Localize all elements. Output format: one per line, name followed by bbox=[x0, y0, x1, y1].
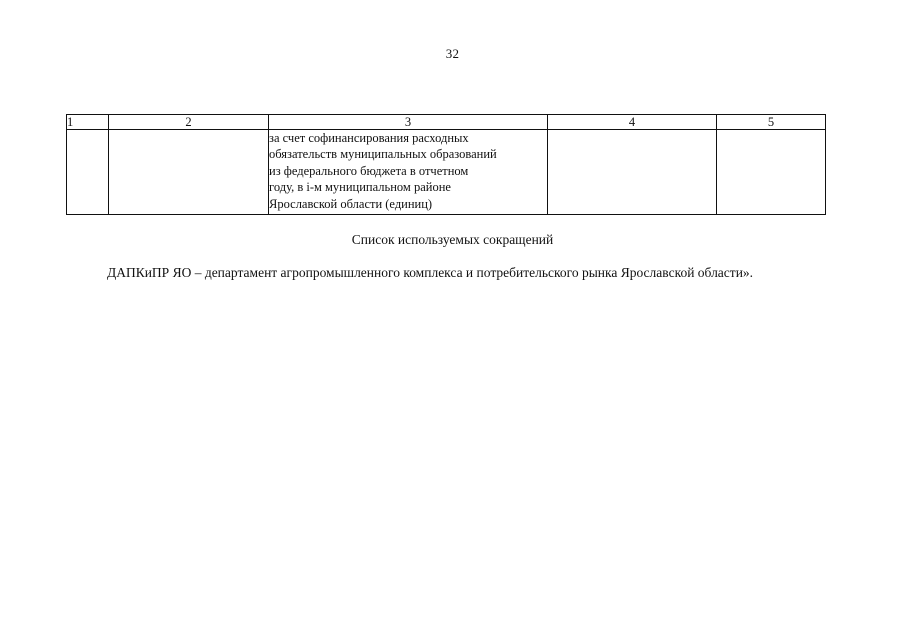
cell-text-line: за счет софинансирования расходных bbox=[269, 131, 469, 145]
cell-text-line: из федерального бюджета в отчетном bbox=[269, 163, 469, 178]
table-header-col-2: 2 bbox=[109, 115, 269, 130]
table-header-col-1: 1 bbox=[67, 115, 109, 130]
table-header-col-5: 5 bbox=[717, 115, 826, 130]
table-cell-col-3 bbox=[269, 130, 548, 215]
cell-text-line: обязательств муниципальных образований bbox=[269, 147, 497, 162]
table-cell-col-5 bbox=[717, 130, 826, 215]
table-cell-col-2 bbox=[109, 130, 269, 215]
indicator-table bbox=[66, 114, 826, 215]
page-number: 32 bbox=[445, 46, 460, 61]
table-header-col-3: 3 bbox=[269, 115, 548, 130]
cell-text-line: году, в i-м муниципальном районе bbox=[269, 180, 451, 195]
table-header-row bbox=[67, 115, 826, 130]
abbreviation-line: ДАПКиПР ЯО – департамент агропромышленного комплекса и потребительского рынка Ярославской области». bbox=[107, 265, 754, 280]
table-row bbox=[67, 130, 826, 215]
table-cell-col-4 bbox=[548, 130, 717, 215]
table-cell-col-1 bbox=[67, 130, 109, 215]
table-header-col-4: 4 bbox=[548, 115, 717, 130]
abbreviations-title: Список используемых сокращений bbox=[351, 232, 554, 247]
cell-text-line: Ярославской области (единиц) bbox=[269, 196, 433, 211]
